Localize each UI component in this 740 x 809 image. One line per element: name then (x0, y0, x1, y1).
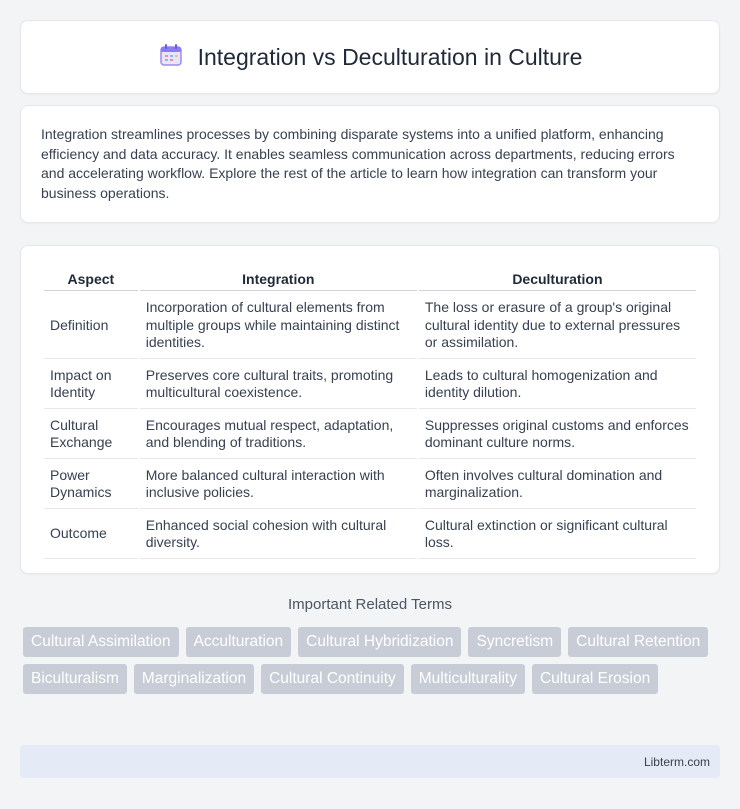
header-deculturation: Deculturation (419, 268, 696, 291)
header-aspect: Aspect (44, 268, 138, 291)
row-aspect: Power Dynamics (44, 461, 138, 509)
related-term-tag[interactable]: Cultural Assimilation (23, 627, 179, 657)
related-term-tag[interactable]: Syncretism (468, 627, 561, 657)
related-terms-list (23, 627, 723, 694)
row-deculturation: Cultural extinction or significant cultural loss. (419, 511, 696, 559)
table-row (44, 361, 696, 409)
row-deculturation: The loss or erasure of a group's original cultural identity due to external pressures or assimilation. (419, 293, 696, 359)
page-title: Integration vs Deculturation in Culture (197, 43, 583, 70)
related-term-tag[interactable]: Marginalization (134, 664, 254, 694)
related-term-tag[interactable]: Acculturation (186, 627, 292, 657)
row-aspect: Definition (44, 293, 138, 359)
related-term-tag[interactable]: Biculturalism (23, 664, 127, 694)
row-integration: Preserves core cultural traits, promoting multicultural coexistence. (140, 361, 417, 409)
related-term-tag[interactable]: Cultural Retention (568, 627, 708, 657)
table-row (44, 461, 696, 509)
related-term-tag[interactable]: Cultural Erosion (532, 664, 658, 694)
comparison-card (20, 245, 720, 574)
calendar-icon (158, 42, 184, 73)
row-deculturation: Suppresses original customs and enforces dominant culture norms. (419, 411, 696, 459)
header-integration: Integration (140, 268, 417, 291)
table-row (44, 293, 696, 359)
related-terms-title: Important Related Terms (288, 596, 452, 613)
row-integration: Encourages mutual respect, adaptation, and blending of traditions. (140, 411, 417, 459)
row-integration: Enhanced social cohesion with cultural diversity. (140, 511, 417, 559)
intro-text: Integration streamlines processes by combining disparate systems into a unified platform, enhancing efficiency and data accuracy. It enables seamless communication across departments, reducing errors and accelerating workflow. Explore the rest of the article to learn how integration can transform your business operations. (41, 126, 675, 201)
row-aspect: Outcome (44, 511, 138, 559)
row-integration: Incorporation of cultural elements from multiple groups while maintaining distinct identities. (140, 293, 417, 359)
row-integration: More balanced cultural interaction with inclusive policies. (140, 461, 417, 509)
related-term-tag[interactable]: Cultural Hybridization (298, 627, 461, 657)
related-term-tag[interactable]: Cultural Continuity (261, 664, 404, 694)
row-aspect: Impact on Identity (44, 361, 138, 409)
footer-site-link[interactable]: Libterm.com (643, 754, 710, 769)
table-row (44, 411, 696, 459)
intro-card (20, 105, 720, 223)
row-deculturation: Often involves cultural domination and marginalization. (419, 461, 696, 509)
footer (20, 745, 720, 778)
table-header-row (44, 268, 696, 291)
related-term-tag[interactable]: Multiculturality (411, 664, 525, 694)
title-wrap (158, 42, 583, 73)
header-card (20, 20, 720, 94)
table-row (44, 511, 696, 559)
comparison-table (42, 266, 698, 561)
row-deculturation: Leads to cultural homogenization and identity dilution. (419, 361, 696, 409)
row-aspect: Cultural Exchange (44, 411, 138, 459)
